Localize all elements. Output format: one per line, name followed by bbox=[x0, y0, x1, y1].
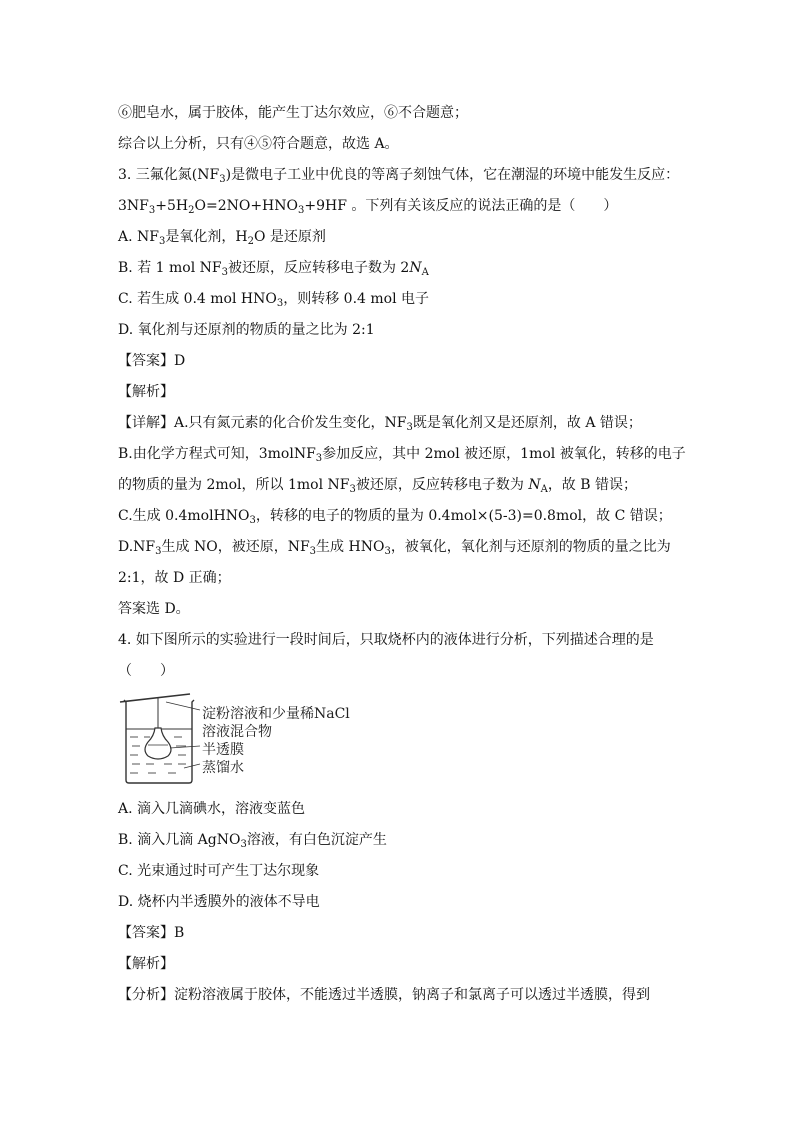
explanation-line: B.由化学方程式可知，3molNF$_3$参加反应，其中 2mol 被还原，1mol 被氧化，转移的电子 bbox=[118, 446, 686, 464]
analysis-label: 【解析】 bbox=[118, 956, 174, 972]
question-3-equation: $3NF_3+5H_2O=2NO+HNO_3+9HF$ 。下列有关该反应的说法正确的是（ ） bbox=[118, 198, 618, 216]
explanation-line: 【分析】淀粉溶液属于胶体，不能透过半透膜，钠离子和氯离子可以透过半透膜，得到 bbox=[118, 987, 650, 1003]
explanation-line: C.生成 0.4molHNO$_3$，转移的电子的物质的量为 0.4mol×(5-3)=0.8mol，故 C 错误； bbox=[118, 508, 672, 526]
semipermeable-bag bbox=[145, 728, 171, 759]
answer-label: 【答案】B bbox=[118, 925, 185, 941]
beaker-diagram bbox=[118, 688, 378, 788]
option-b: B. 若 1 mol $NF_3$被还原，反应转移电子数为 $2N_A$ bbox=[118, 260, 429, 278]
text-line: ⑥肥皂水，属于胶体，能产生丁达尔效应，⑥不合题意； bbox=[118, 105, 468, 121]
explanation-line: 2:1，故 D 正确； bbox=[118, 570, 231, 586]
explanation-line: 【详解】A.只有氮元素的化合价发生变化，$NF_3$既是氧化剂又是还原剂，故 A 错误； bbox=[118, 415, 642, 433]
explanation-line: 的物质的量为 2mol，所以 1mol $NF_3$被还原，反应转移电子数为 $N_A$，故 B 错误； bbox=[118, 477, 638, 495]
option-d: D. 氧化剂与还原剂的物质的量之比为 2:1 bbox=[118, 322, 375, 338]
option-c: C. 若生成 0.4 mol $HNO_3$，则转移 0.4 mol 电子 bbox=[118, 291, 430, 309]
leader-line bbox=[166, 702, 200, 710]
label-membrane: 半透膜 bbox=[202, 742, 244, 758]
answer-label: 【答案】D bbox=[118, 353, 186, 369]
label-solution-mixture: 淀粉溶液和少量稀NaCl bbox=[202, 706, 350, 722]
final-answer: 答案选 D。 bbox=[118, 601, 190, 617]
glass-rod bbox=[120, 694, 190, 702]
option-b: B. 滴入几滴 AgNO$_3$溶液，有白色沉淀产生 bbox=[118, 832, 387, 850]
label-solution-mixture-cont: 溶液混合物 bbox=[202, 724, 272, 740]
option-c: C. 光束通过时可产生丁达尔现象 bbox=[118, 863, 320, 879]
analysis-label: 【解析】 bbox=[118, 384, 174, 400]
text-line: 综合以上分析，只有④⑤符合题意，故选 A。 bbox=[118, 136, 399, 152]
question-4-paren: （ ） bbox=[118, 663, 174, 679]
option-a: A. 滴入几滴碘水，溶液变蓝色 bbox=[118, 801, 306, 817]
explanation-line: $D.NF_3$生成 NO，被还原，$NF_3$生成 $HNO_3$，被氧化，氧化剂与还原剂的物质的量之比为 bbox=[118, 539, 671, 557]
option-d: D. 烧杯内半透膜外的液体不导电 bbox=[118, 894, 320, 910]
question-4-stem: 4. 如下图所示的实验进行一段时间后，只取烧杯内的液体进行分析，下列描述合理的是 bbox=[118, 632, 654, 648]
question-3-stem: 3. 三氟化氮$(NF_3)$是微电子工业中优良的等离子刻蚀气体，它在潮湿的环境中能发生反应： bbox=[118, 167, 680, 185]
option-a: A. $NF_3$是氧化剂，$H_2O$ 是还原剂 bbox=[118, 229, 326, 247]
label-distilled-water: 蒸馏水 bbox=[202, 760, 244, 776]
